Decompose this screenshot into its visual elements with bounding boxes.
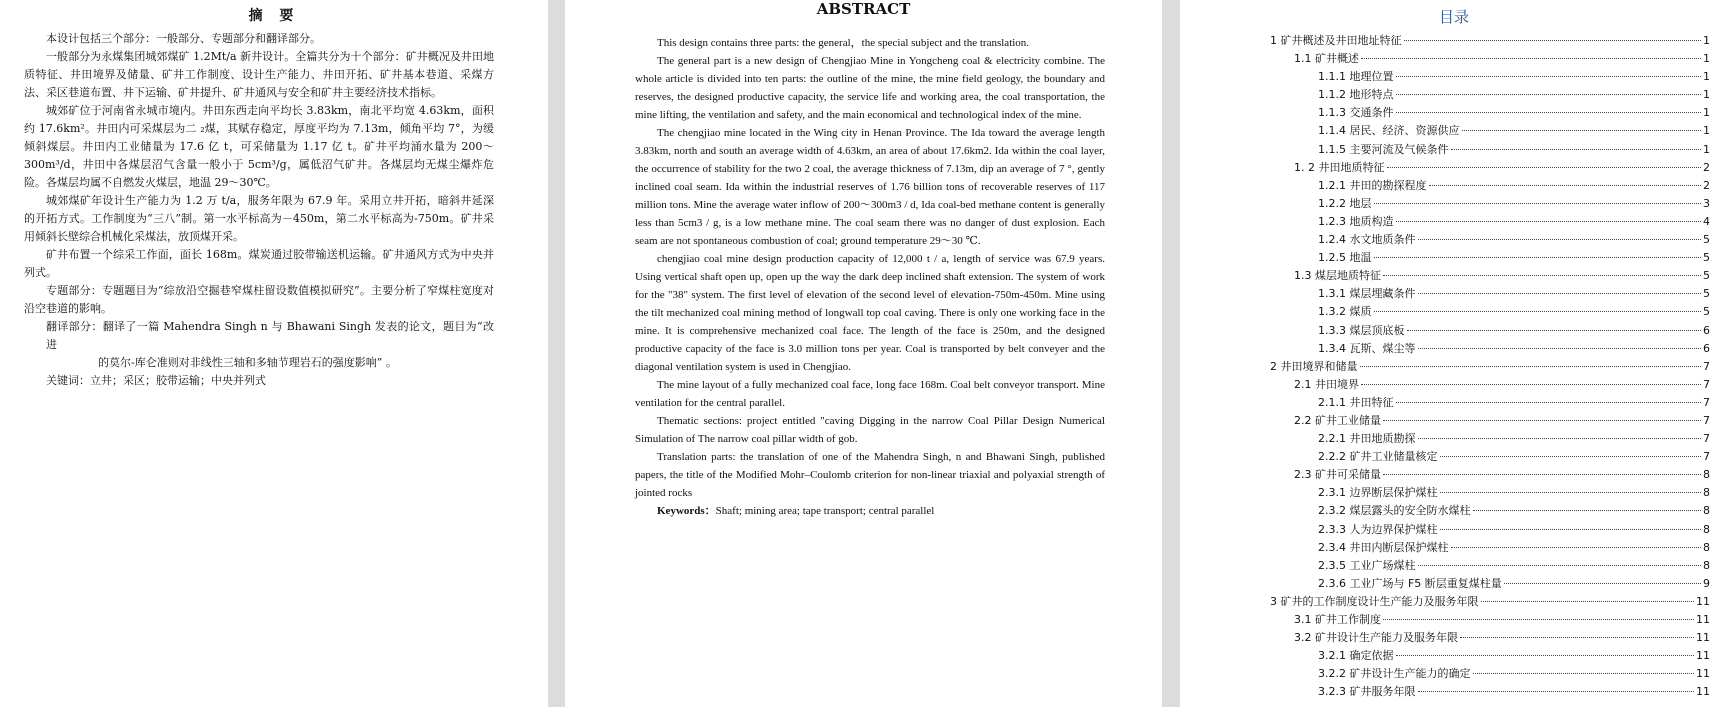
toc-entry-title: 2.3.2 煤层露头的安全防水煤柱 — [1318, 504, 1471, 518]
toc-page-number: 11 — [1696, 649, 1710, 663]
toc-entry-title: 3.2.2 矿井设计生产能力的确定 — [1318, 667, 1471, 681]
toc-entry-title: 1.3.3 煤层顶底板 — [1318, 323, 1405, 337]
abstract-en-paragraph: Translation parts: the translation of one of the Mahendra Singh, n and Bhawani Singh, published papers, the title of the Modified Mohr–Coulomb criterion for non-linear triaxial and polyaxial strength of jointed rocks — [635, 451, 1105, 499]
toc-entry[interactable] — [1270, 177, 1710, 195]
abstract-cn-translation — [24, 318, 494, 372]
toc-entry[interactable] — [1270, 575, 1710, 593]
toc-leader-dots — [1451, 149, 1702, 150]
abstract-en-paragraph: The chengjiao mine located in the Wing city in Henan Province. The Ida toward the average length 3.83km, north and south an average width of 4.63km, an area of about 17.6km2. Ida within the coal layer, the occurrence of stability for the two 2 coal, the average thickness of 7.13m, dip an average of 7 °, gently inclined coal seam. Ida within the industrial reserves of 1.76 billion tons of recoverable reserves of 117 million tons. Mine the average water inflow of 200～300m3 / d, Ida coal-bed methane content is generally less than 5cm3 / g, is a low methane mine. The coal seam there was no danger of dust explosion. Each seam are not spontaneous combustion of coal; ground temperature 29～30 ℃. — [635, 127, 1105, 247]
abstract-cn-title: 摘 要 — [248, 8, 300, 24]
abstract-en-keywords — [635, 502, 1105, 520]
toc-entry-title: 3.1 矿井工作制度 — [1294, 613, 1381, 626]
toc-page-number: 8 — [1703, 504, 1710, 518]
toc-entry-title: 2.1.1 井田特征 — [1318, 395, 1394, 409]
toc-entry[interactable] — [1270, 665, 1710, 683]
toc-entry-title: 1.1 矿井概述 — [1294, 52, 1359, 66]
toc-entry[interactable] — [1270, 267, 1710, 285]
toc-leader-dots — [1418, 565, 1702, 566]
keywords-label: Keywords： — [657, 505, 716, 517]
toc-entry[interactable] — [1270, 502, 1710, 520]
toc-entry[interactable] — [1270, 32, 1710, 50]
toc-page-number: 7 — [1703, 432, 1710, 446]
toc-entry-title: 2.3 矿井可采储量 — [1294, 468, 1381, 482]
toc-entry-title: 2.3.4 井田内断层保护煤柱 — [1318, 540, 1449, 554]
toc-entry-title: 1. 2 井田地质特征 — [1294, 160, 1385, 174]
toc-page-number: 11 — [1696, 685, 1710, 699]
toc-entry[interactable] — [1270, 394, 1710, 412]
toc-page-number: 5 — [1703, 233, 1710, 247]
abstract-cn-paragraph: 本设计包括三个部分：一般部分、专题部分和翻译部分。 — [46, 32, 321, 45]
toc-leader-dots — [1418, 348, 1702, 349]
toc-page-number: 7 — [1703, 377, 1710, 391]
toc-entry[interactable] — [1270, 448, 1710, 466]
toc-leader-dots — [1361, 384, 1701, 385]
toc-page-number: 1 — [1703, 124, 1710, 138]
toc-entry-title: 3.2.3 矿井服务年限 — [1318, 685, 1416, 699]
toc-entry[interactable] — [1270, 249, 1710, 267]
toc-leader-dots — [1374, 311, 1702, 312]
toc-entry-title: 2.3.3 人为边界保护煤柱 — [1318, 522, 1438, 536]
abstract-en-paragraph: Thematic sections: project entitled "caving Digging in the narrow Coal Pillar Design Numerical Simulation of The narrow coal pillar width of gob. — [635, 415, 1105, 445]
toc-entry[interactable] — [1270, 521, 1710, 539]
toc-leader-dots — [1407, 330, 1702, 331]
abstract-en-paragraph: The mine layout of a fully mechanized coal face, long face 168m. Coal belt conveyor transport. Mine ventilation for the central parallel. — [635, 379, 1105, 409]
toc-entry-title: 3 矿井的工作制度设计生产能力及服务年限 — [1270, 594, 1479, 608]
toc-entry-title: 2 井田境界和储量 — [1270, 359, 1358, 373]
toc-page-number: 3 — [1703, 196, 1710, 210]
toc-leader-dots — [1383, 420, 1701, 421]
toc-leader-dots — [1460, 637, 1694, 638]
toc-page-number: 1 — [1703, 34, 1710, 47]
toc-entry[interactable] — [1270, 340, 1710, 358]
abstract-en-paragraph: chengjiao coal mine design production capacity of 12,000 t / a, length of service was 67.9 years. Using vertical shaft open up, open up the way the dark deep inclined shaft extension. The system of work for the "38" system. The first level of elevation of the second level of elevation-750m-450m. Mine using the tilt mechanized coal mining method of longwall top coal caving. There is only one working face in the mine. It is comprehensive mechanized coal face. The length of the face is 250m, and the designed productive capacity of the face is 3.0 million tons per year. Coal is transported by belt conveyer and the diagonal ventilation system is used in Chengjiao. — [635, 253, 1105, 373]
toc-entry-title: 3.2 矿井设计生产能力及服务年限 — [1294, 631, 1458, 645]
toc-entry[interactable] — [1270, 303, 1710, 321]
toc-leader-dots — [1396, 402, 1702, 403]
abstract-cn-translation-line2: 的莫尔-库仑准则对非线性三轴和多轴节理岩石的强度影响” 。 — [98, 356, 397, 369]
toc-entry-title: 2.2 矿井工业储量 — [1294, 413, 1381, 427]
toc-leader-dots — [1387, 167, 1702, 168]
toc-page-number: 7 — [1703, 413, 1710, 427]
abstract-cn-paragraph: 城郊矿位于河南省永城市境内。井田东西走向平均长 3.83km，南北平均宽 4.63km，面积约 17.6km²。井田内可采煤层为二 ₂煤，其赋存稳定，厚度平均为 7.13m，倾角平均 7°，为缓倾斜煤层。井田内工业储量为 17.6 亿 t，可采储量为 1.17 亿 t。矿井平均涌水量为 200～300m³/d，井田中各煤层沼气含量一般小于 5cm³/g，属低沼气矿井。各煤层均无煤尘爆炸危险。各煤层均属不自燃发火煤层，地温 29～30℃。 — [24, 104, 494, 189]
toc-entry[interactable] — [1270, 557, 1710, 575]
toc-leader-dots — [1374, 257, 1702, 258]
toc-entry-title: 2.2.2 矿井工业储量核定 — [1318, 450, 1438, 464]
toc-page-number: 8 — [1703, 486, 1710, 500]
toc-entry-title: 1.1.5 主要河流及气候条件 — [1318, 142, 1449, 156]
toc-entry-title: 1.2.1 井田的勘探程度 — [1318, 178, 1427, 192]
toc-page-number: 5 — [1703, 287, 1710, 301]
toc-entry-title: 1.2.2 地层 — [1318, 196, 1372, 210]
toc-entry-title: 1.1.4 居民、经济、资源供应 — [1318, 124, 1460, 138]
toc-leader-dots — [1396, 655, 1695, 656]
toc-entry[interactable] — [1270, 195, 1710, 213]
toc-leader-dots — [1404, 40, 1702, 41]
toc-page-number: 1 — [1703, 70, 1710, 84]
toc-leader-dots — [1396, 112, 1702, 113]
toc-entry-title: 2.2.1 井田地质勘探 — [1318, 432, 1416, 446]
toc-page-number: 4 — [1703, 214, 1710, 228]
toc-page-number: 2 — [1703, 178, 1710, 192]
abstract-en-body — [635, 34, 1105, 520]
toc-entry-title: 1.3.2 煤质 — [1318, 305, 1372, 319]
toc-list — [1270, 32, 1710, 701]
toc-page-number: 1 — [1703, 142, 1710, 156]
toc-entry[interactable] — [1270, 50, 1710, 68]
toc-leader-dots — [1481, 601, 1695, 602]
toc-entry[interactable] — [1270, 412, 1710, 430]
toc-entry-title: 2.1 井田境界 — [1294, 377, 1359, 391]
toc-leader-dots — [1396, 221, 1702, 222]
toc-page — [1180, 0, 1728, 707]
toc-page-number: 11 — [1696, 667, 1710, 681]
toc-entry[interactable] — [1270, 593, 1710, 611]
toc-entry[interactable] — [1270, 629, 1710, 647]
toc-entry[interactable] — [1270, 484, 1710, 502]
toc-entry-title: 1.3 煤层地质特征 — [1294, 269, 1381, 283]
toc-entry-title: 1.1.1 地理位置 — [1318, 70, 1394, 84]
toc-entry[interactable] — [1270, 683, 1710, 701]
toc-leader-dots — [1451, 547, 1702, 548]
toc-page-number: 11 — [1696, 613, 1710, 626]
toc-entry-title: 1.2.4 水文地质条件 — [1318, 233, 1416, 247]
toc-page-number: 8 — [1703, 558, 1710, 572]
toc-page-number: 7 — [1703, 450, 1710, 464]
toc-title: 目录 — [1438, 8, 1469, 26]
toc-page-number: 6 — [1703, 341, 1710, 355]
abstract-en-paragraph: The general part is a new design of Chengjiao Mine in Yongcheng coal & electricity combine. The whole article is divided into ten parts: the outline of the mine, the mine field geology, the boundary and reserves, the designed productive capacity, the service life and working area, the coal transportation, the mine lifting, the ventilation and safety, and the main economical and technological index of the mine. — [635, 55, 1105, 121]
toc-entry-title: 1.2.3 地质构造 — [1318, 214, 1394, 228]
toc-entry[interactable] — [1270, 213, 1710, 231]
toc-entry[interactable] — [1270, 466, 1710, 484]
toc-page-number: 7 — [1703, 395, 1710, 409]
toc-entry-title: 1.3.1 煤层埋藏条件 — [1318, 287, 1416, 301]
abstract-cn-keywords: 关键词：立井；采区；胶带运输；中央并列式 — [46, 374, 266, 387]
abstract-en-title: ABSTRACT — [816, 0, 911, 18]
abstract-cn-body — [24, 30, 494, 390]
toc-page-number: 5 — [1703, 251, 1710, 265]
toc-entry[interactable] — [1270, 358, 1710, 376]
toc-page-number: 6 — [1703, 323, 1710, 337]
toc-entry-title: 1 矿井概述及井田地址特征 — [1270, 34, 1402, 47]
toc-page-number: 1 — [1703, 106, 1710, 120]
toc-entry[interactable] — [1270, 376, 1710, 394]
toc-page-number: 11 — [1696, 594, 1710, 608]
toc-page-number: 1 — [1703, 52, 1710, 66]
toc-page-number: 5 — [1703, 305, 1710, 319]
toc-entry[interactable] — [1270, 647, 1710, 665]
toc-leader-dots — [1418, 691, 1695, 692]
abstract-cn-translation-line1: 翻译部分：翻译了一篇 Mahendra Singh n 与 Bhawani Singh 发表的论文，题目为“改进 — [46, 320, 494, 351]
abstract-cn-paragraph: 一般部分为永煤集团城郊煤矿 1.2Mt/a 新井设计。全篇共分为十个部分：矿井概况及井田地质特征、井田境界及储量、矿井工作制度、设计生产能力、井田开拓、矿井基本巷道、采煤方法、采区巷道布置、井下运输、矿井提升、矿井通风与安全和矿井主要经济技术指标。 — [24, 50, 494, 99]
abstract-cn-page — [0, 0, 548, 707]
toc-page-number: 9 — [1703, 576, 1710, 590]
abstract-en-paragraph: This design contains three parts: the general，the special subject and the translation. — [657, 37, 1030, 49]
keywords-text: Shaft; mining area; tape transport; central parallel — [715, 505, 935, 517]
toc-entry[interactable] — [1270, 104, 1710, 122]
abstract-cn-paragraph: 城郊煤矿年设计生产能力为 1.2 万 t/a，服务年限为 67.9 年。采用立井开拓，暗斜井延深的开拓方式。工作制度为“三八”制。第一水平标高为－450m，第二水平标高为-750m。矿井采用倾斜长壁综合机械化采煤法，放顶煤开采。 — [24, 194, 494, 243]
abstract-cn-paragraph: 专题部分：专题题目为“综放沿空掘巷窄煤柱留设数值模拟研究”。主要分析了窄煤柱宽度对沿空巷道的影响。 — [24, 284, 494, 315]
abstract-en-page — [565, 0, 1162, 707]
toc-leader-dots — [1383, 474, 1701, 475]
abstract-cn-paragraph: 矿井布置一个综采工作面，面长 168m。煤炭通过胶带输送机运输。矿井通风方式为中央并列式。 — [24, 248, 494, 279]
toc-leader-dots — [1360, 366, 1702, 367]
toc-entry[interactable] — [1270, 231, 1710, 249]
toc-entry[interactable] — [1270, 285, 1710, 303]
toc-leader-dots — [1504, 583, 1701, 584]
toc-page-number: 11 — [1696, 631, 1710, 645]
toc-leader-dots — [1383, 619, 1694, 620]
toc-page-number: 8 — [1703, 522, 1710, 536]
toc-page-number: 1 — [1703, 88, 1710, 102]
toc-leader-dots — [1473, 673, 1695, 674]
toc-entry[interactable] — [1270, 122, 1710, 140]
toc-leader-dots — [1396, 94, 1702, 95]
toc-entry-title: 3.2.1 确定依据 — [1318, 649, 1394, 663]
toc-entry-title: 1.1.3 交通条件 — [1318, 106, 1394, 120]
toc-leader-dots — [1374, 203, 1702, 204]
toc-entry[interactable] — [1270, 611, 1710, 629]
toc-leader-dots — [1429, 185, 1702, 186]
toc-leader-dots — [1418, 239, 1702, 240]
toc-entry-title: 1.3.4 瓦斯、煤尘等 — [1318, 341, 1416, 355]
toc-leader-dots — [1396, 76, 1702, 77]
toc-page-number: 8 — [1703, 468, 1710, 482]
toc-leader-dots — [1440, 529, 1702, 530]
toc-leader-dots — [1418, 293, 1702, 294]
toc-page-number: 2 — [1703, 160, 1710, 174]
toc-leader-dots — [1418, 438, 1702, 439]
toc-entry-title: 1.2.5 地温 — [1318, 251, 1372, 265]
toc-entry-title: 1.1.2 地形特点 — [1318, 88, 1394, 102]
toc-page-number: 8 — [1703, 540, 1710, 554]
toc-leader-dots — [1473, 510, 1702, 511]
toc-leader-dots — [1440, 492, 1702, 493]
toc-entry[interactable] — [1270, 430, 1710, 448]
toc-entry[interactable] — [1270, 141, 1710, 159]
toc-leader-dots — [1383, 275, 1701, 276]
toc-entry[interactable] — [1270, 159, 1710, 177]
toc-page-number: 7 — [1703, 359, 1710, 373]
toc-entry[interactable] — [1270, 68, 1710, 86]
toc-page-number: 5 — [1703, 269, 1710, 283]
toc-entry[interactable] — [1270, 539, 1710, 557]
toc-entry-title: 2.3.1 边界断层保护煤柱 — [1318, 486, 1438, 500]
toc-entry[interactable] — [1270, 86, 1710, 104]
toc-entry[interactable] — [1270, 322, 1710, 340]
toc-entry-title: 2.3.6 工业广场与 F5 断层重复煤柱量 — [1318, 576, 1502, 590]
toc-leader-dots — [1440, 456, 1702, 457]
toc-leader-dots — [1361, 58, 1701, 59]
toc-leader-dots — [1462, 130, 1702, 131]
toc-entry-title: 2.3.5 工业广场煤柱 — [1318, 558, 1416, 572]
